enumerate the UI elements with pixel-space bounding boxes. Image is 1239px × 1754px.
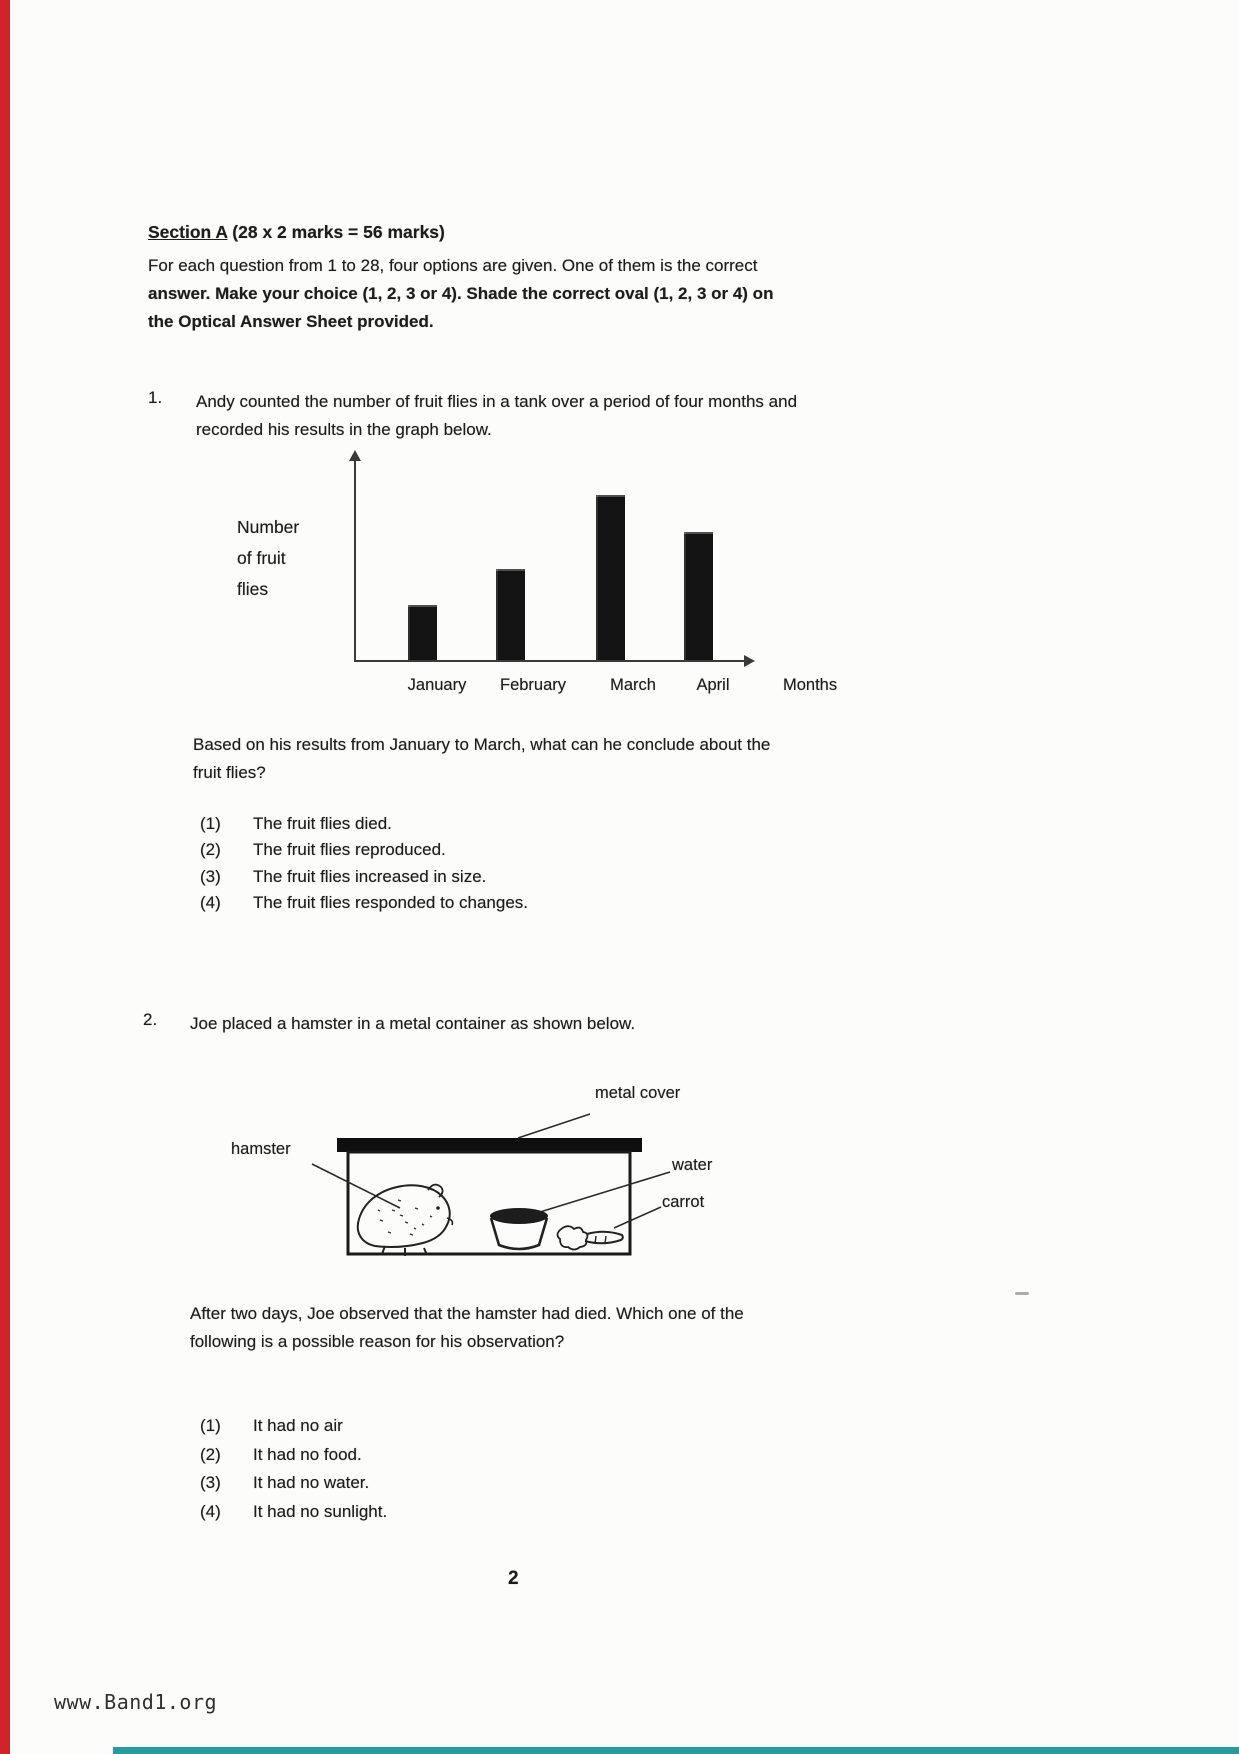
label-hamster: hamster [231,1140,291,1158]
option-text: It had no food. [253,1444,362,1464]
option-number: (1) [200,1416,221,1435]
leader-line-metal-cover [518,1114,590,1138]
label-water: water [672,1156,713,1174]
section-marks: (28 x 2 marks = 56 marks) [227,222,445,242]
x-axis [354,660,746,662]
question-2-options [200,1416,387,1531]
option-number: (2) [200,1444,221,1464]
carrot-sketch [558,1226,623,1249]
question-line: Based on his results from January to March, what can he conclude about the [193,735,771,754]
option-number: (4) [200,1502,221,1522]
option-text: The fruit flies died. [253,814,392,833]
section-title: Section A [148,222,228,242]
stem-line: recorded his results in the graph below. [196,420,492,439]
label-carrot: carrot [662,1193,705,1211]
bar-february [496,569,525,662]
x-tick-april: April [696,676,730,694]
option-number: (3) [200,866,221,886]
question-1-number: 1. [148,388,163,407]
option-row [200,1502,387,1531]
question-2-stem: Joe placed a hamster in a metal container as shown below. [190,1014,636,1033]
option-text: It had no sunlight. [253,1502,388,1522]
option-number: (4) [200,893,221,913]
question-2-text [190,1300,744,1356]
question-1-text [193,731,770,787]
option-text: The fruit flies increased in size. [253,866,487,886]
option-row [200,814,528,840]
x-tick-january: January [407,676,467,694]
x-axis-arrow-icon [744,655,755,667]
bar-march [596,495,625,662]
instruction-line: the Optical Answer Sheet provided. [148,312,434,331]
instruction-line: answer. Make your choice (1, 2, 3 or 4). Shade the correct oval (1, 2, 3 or 4) on [148,284,774,303]
option-text: It had no air [253,1416,343,1435]
section-header [148,222,445,243]
water-bowl-sketch [490,1208,548,1249]
option-row [200,840,528,866]
option-number: (2) [200,840,221,860]
plot-area [230,450,890,662]
watermark-url: www.Band1.org [54,1690,218,1714]
bar-april [684,532,713,662]
scan-edge-teal-strip [113,1747,1239,1754]
question-2-number: 2. [143,1010,158,1029]
option-text: The fruit flies reproduced. [253,840,446,860]
option-row [200,893,528,919]
option-row [200,867,528,893]
fruit-flies-bar-chart [230,450,890,712]
scan-artifact-dash [1015,1292,1029,1295]
leader-line-carrot [614,1207,661,1228]
x-axis-title: Months [783,676,838,694]
option-row [200,1416,387,1445]
bar-january [408,605,437,662]
section-instructions [148,252,773,336]
instruction-line: For each question from 1 to 28, four options are given. One of them is the correct [148,256,758,275]
label-metal-cover: metal cover [595,1084,681,1102]
hamster-sketch [358,1185,453,1256]
page-number: 2 [508,1568,519,1589]
option-number: (1) [200,814,221,833]
y-axis-label: Number of fruit flies [237,517,300,599]
leader-line-water [540,1172,670,1212]
question-1-options [200,814,528,920]
scan-edge-red-strip [0,0,10,1754]
metal-cover-shape [337,1138,642,1152]
option-number: (3) [200,1473,221,1493]
question-line: fruit flies? [193,763,266,782]
question-1-stem [196,388,797,444]
hamster-container-diagram [200,1060,770,1270]
x-tick-february: February [499,676,567,694]
option-text: The fruit flies responded to changes. [253,893,528,913]
leader-line-hamster [312,1164,400,1208]
option-row [200,1473,387,1502]
stem-line: Andy counted the number of fruit flies in a tank over a period of four months and [196,392,798,411]
option-row [200,1445,387,1474]
question-line: After two days, Joe observed that the hamster had died. Which one of the [190,1304,744,1323]
question-line: following is a possible reason for his observation? [190,1332,565,1351]
option-text: It had no water. [253,1473,370,1493]
x-tick-march: March [610,676,656,694]
